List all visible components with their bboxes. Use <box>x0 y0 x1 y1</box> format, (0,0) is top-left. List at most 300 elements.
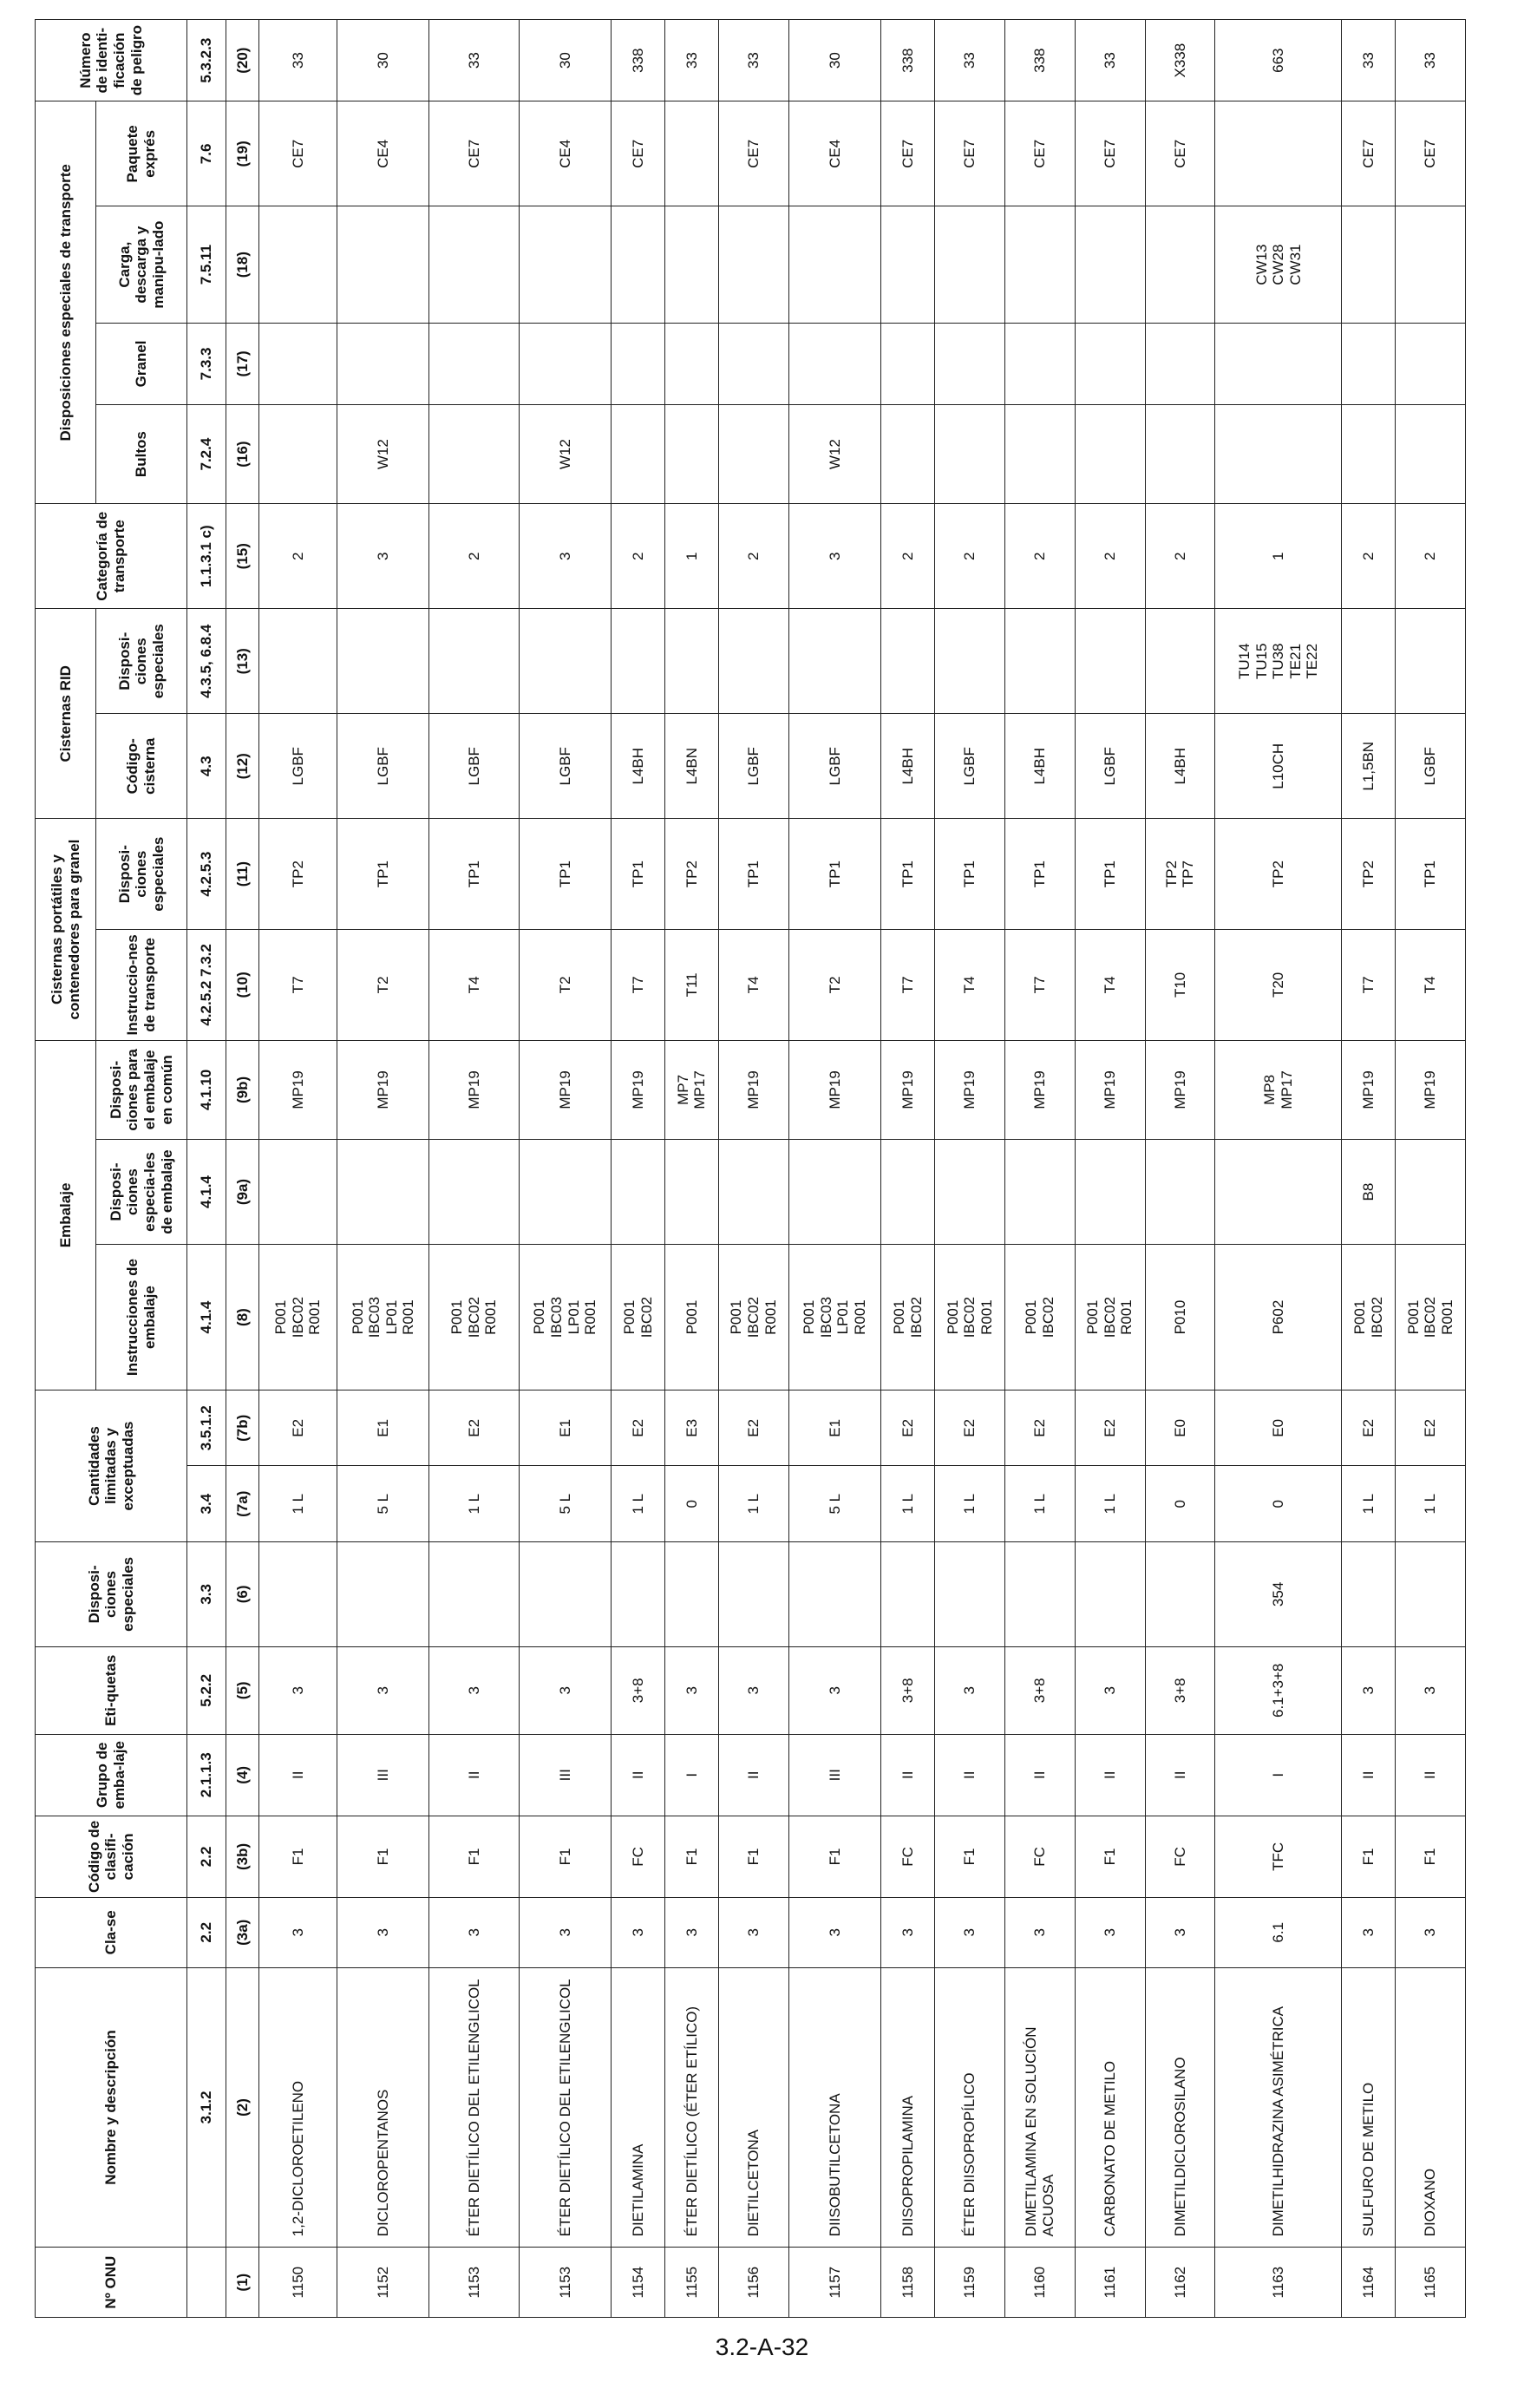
table-cell: 1 L <box>612 1466 665 1541</box>
table-cell <box>881 206 935 323</box>
table-cell: 2 <box>1396 504 1466 609</box>
table-cell: CE7 <box>1075 101 1145 206</box>
reference-cell: 4.3 <box>187 714 226 819</box>
substance-name-cell: 1,2-DICLOROETILENO <box>259 1967 337 2248</box>
page-footer: 3.2-A-32 <box>715 2333 809 2360</box>
table-cell: F1 <box>788 1816 881 1897</box>
table-cell: LGBF <box>259 714 337 819</box>
table-row <box>519 20 612 2318</box>
table-cell: 3 <box>1342 1646 1396 1734</box>
un-number-cell: 1161 <box>1075 2248 1145 2318</box>
table-cell: L4BH <box>1145 714 1215 819</box>
table-cell: 3 <box>665 1897 719 1967</box>
substance-name-cell: ÉTER DIETÍLICO DEL ETILENGLICOL <box>519 1967 612 2248</box>
table-cell: 30 <box>337 20 429 101</box>
table-cell: 0 <box>1145 1466 1215 1541</box>
table-row <box>935 20 1005 2318</box>
substance-name-cell: DIOXANO <box>1396 1967 1466 2248</box>
table-cell <box>337 1140 429 1245</box>
column-number-cell: (10) <box>226 930 259 1041</box>
table-cell <box>1075 609 1145 714</box>
table-cell: F1 <box>1396 1816 1466 1897</box>
reference-cell: 5.2.2 <box>187 1646 226 1734</box>
table-cell: CE4 <box>519 101 612 206</box>
column-number-cell: (1) <box>226 2248 259 2318</box>
header-grupo: Grupo de emba-laje <box>36 1734 187 1816</box>
table-cell: F1 <box>429 1816 519 1897</box>
header-disp-esp: Disposi-ciones especiales <box>36 1541 187 1646</box>
table-cell: 5 L <box>337 1466 429 1541</box>
header-name: Nombre y descripción <box>36 1967 187 2248</box>
table-cell <box>519 323 612 404</box>
table-cell: 3 <box>718 1646 788 1734</box>
table-cell <box>935 323 1005 404</box>
table-row <box>788 20 881 2318</box>
table-cell <box>519 206 612 323</box>
column-number-cell: (4) <box>226 1734 259 1816</box>
table-cell <box>1342 404 1396 503</box>
table-cell: P001 IBC02 <box>881 1245 935 1390</box>
header-codigo: Código de clasifi-cación <box>36 1816 187 1897</box>
table-cell: F1 <box>259 1816 337 1897</box>
table-cell: 3+8 <box>1004 1646 1075 1734</box>
un-number-cell: 1152 <box>337 2248 429 2318</box>
table-cell: 338 <box>612 20 665 101</box>
table-cell: TP1 <box>1075 819 1145 930</box>
table-cell <box>1396 404 1466 503</box>
header-clase: Cla-se <box>36 1897 187 1967</box>
un-number-cell: 1165 <box>1396 2248 1466 2318</box>
substance-name-cell: DIMETILAMINA EN SOLUCIÓN ACUOSA <box>1004 1967 1075 2248</box>
table-cell: MP19 <box>788 1040 881 1139</box>
table-cell: 1 L <box>935 1466 1005 1541</box>
table-cell <box>429 1541 519 1646</box>
table-cell: E3 <box>665 1390 719 1466</box>
table-cell <box>1145 323 1215 404</box>
table-cell: 5 L <box>519 1466 612 1541</box>
table-cell <box>1396 206 1466 323</box>
table-cell: 30 <box>519 20 612 101</box>
dangerous-goods-table <box>35 19 1466 2318</box>
table-row <box>1342 20 1396 2318</box>
table-cell: 3 <box>259 1897 337 1967</box>
table-cell <box>788 1140 881 1245</box>
table-cell <box>612 206 665 323</box>
table-row <box>1396 20 1466 2318</box>
substance-name-cell: CARBONATO DE METILO <box>1075 1967 1145 2248</box>
table-cell <box>259 323 337 404</box>
un-number-cell: 1163 <box>1215 2248 1342 2318</box>
table-cell: TP2 TP7 <box>1145 819 1215 930</box>
table-row <box>612 20 665 2318</box>
table-cell <box>788 323 881 404</box>
reference-cell: 3.5.1.2 <box>187 1390 226 1466</box>
substance-name-cell: ÉTER DIISOPROPÍLICO <box>935 1967 1005 2248</box>
table-cell: MP19 <box>337 1040 429 1139</box>
table-cell <box>612 323 665 404</box>
reference-cell: 5.3.2.3 <box>187 20 226 101</box>
table-cell <box>519 1541 612 1646</box>
table-cell: 3 <box>788 1646 881 1734</box>
table-cell <box>1075 323 1145 404</box>
table-cell <box>1145 1541 1215 1646</box>
table-cell <box>337 609 429 714</box>
header-cisternas-port: Cisternas portátiles y contenedores para granel <box>36 819 96 1040</box>
table-cell: F1 <box>1075 1816 1145 1897</box>
table-cell: P001 IBC02 <box>612 1245 665 1390</box>
table-cell: 338 <box>881 20 935 101</box>
table-cell: 3+8 <box>1145 1646 1215 1734</box>
table-cell: TP1 <box>881 819 935 930</box>
column-number-cell: (5) <box>226 1646 259 1734</box>
table-cell: TP1 <box>1004 819 1075 930</box>
table-cell <box>718 206 788 323</box>
table-cell: CE7 <box>259 101 337 206</box>
table-cell: 1 <box>665 504 719 609</box>
table-cell <box>665 609 719 714</box>
table-cell: II <box>1075 1734 1145 1816</box>
table-cell: L4BN <box>665 714 719 819</box>
table-cell: CE7 <box>1004 101 1075 206</box>
column-number-cell: (9b) <box>226 1040 259 1139</box>
table-cell <box>429 1140 519 1245</box>
reference-cell: 4.1.4 <box>187 1140 226 1245</box>
table-cell: LGBF <box>337 714 429 819</box>
table-cell: 2 <box>259 504 337 609</box>
header-cantidades: Cantidades limitadas y exceptuadas <box>36 1390 187 1542</box>
table-row <box>881 20 935 2318</box>
header-disp-esp-emb: Disposi-ciones especia-les de embalaje <box>96 1140 187 1245</box>
table-cell <box>935 609 1005 714</box>
table-cell <box>718 323 788 404</box>
substance-name-cell: DIISOPROPILAMINA <box>881 1967 935 2248</box>
table-cell: 1 L <box>1075 1466 1145 1541</box>
table-cell <box>718 609 788 714</box>
table-cell: II <box>1396 1734 1466 1816</box>
reference-cell <box>187 2248 226 2318</box>
table-cell <box>1215 1140 1342 1245</box>
table-cell: 2 <box>1342 504 1396 609</box>
table-cell: TP1 <box>788 819 881 930</box>
table-cell: 1 L <box>1004 1466 1075 1541</box>
table-cell: II <box>1145 1734 1215 1816</box>
substance-name-cell: DIETILAMINA <box>612 1967 665 2248</box>
table-cell: W12 <box>337 404 429 503</box>
table-cell: E2 <box>429 1390 519 1466</box>
table-cell: 1 <box>1215 504 1342 609</box>
column-number-cell: (18) <box>226 206 259 323</box>
column-number-cell: (13) <box>226 609 259 714</box>
table-cell <box>881 404 935 503</box>
table-cell: LGBF <box>788 714 881 819</box>
table-cell: CE7 <box>1145 101 1215 206</box>
un-number-cell: 1162 <box>1145 2248 1215 2318</box>
table-cell: CE7 <box>1396 101 1466 206</box>
table-cell <box>1004 323 1075 404</box>
table-cell: TU14 TU15 TU38 TE21 TE22 <box>1215 609 1342 714</box>
table-cell: TP1 <box>337 819 429 930</box>
table-cell <box>718 1140 788 1245</box>
table-cell: T20 <box>1215 930 1342 1041</box>
table-row <box>429 20 519 2318</box>
table-cell <box>429 206 519 323</box>
table-cell: MP19 <box>1075 1040 1145 1139</box>
table-cell: 2 <box>612 504 665 609</box>
table-row <box>1215 20 1342 2318</box>
table-cell: T10 <box>1145 930 1215 1041</box>
table-cell: MP19 <box>429 1040 519 1139</box>
table-cell: E2 <box>1004 1390 1075 1466</box>
table-cell <box>259 1541 337 1646</box>
table-cell <box>1215 404 1342 503</box>
reference-cell: 7.3.3 <box>187 323 226 404</box>
table-cell <box>1215 323 1342 404</box>
table-cell <box>718 1541 788 1646</box>
table-row <box>259 20 337 2318</box>
table-cell: T7 <box>881 930 935 1041</box>
table-cell: 3 <box>718 1897 788 1967</box>
table-cell <box>259 206 337 323</box>
table-cell: II <box>1004 1734 1075 1816</box>
table-cell: P001 IBC02 <box>1342 1245 1396 1390</box>
table-cell: TP1 <box>1396 819 1466 930</box>
table-cell <box>1396 1140 1466 1245</box>
table-cell: E1 <box>788 1390 881 1466</box>
table-cell: P001 IBC02 R001 <box>718 1245 788 1390</box>
table-cell <box>665 206 719 323</box>
table-cell <box>519 1140 612 1245</box>
table-cell <box>1004 1541 1075 1646</box>
table-cell: T4 <box>935 930 1005 1041</box>
table-cell <box>935 1541 1005 1646</box>
header-categoria: Categoría de transporte <box>36 504 187 609</box>
table-cell: FC <box>1004 1816 1075 1897</box>
column-number-cell: (17) <box>226 323 259 404</box>
table-cell: 3 <box>1396 1897 1466 1967</box>
table-cell: P001 IBC03 LP01 R001 <box>337 1245 429 1390</box>
column-number-cell: (7a) <box>226 1466 259 1541</box>
table-cell: TP2 <box>665 819 719 930</box>
table-cell: 33 <box>1342 20 1396 101</box>
header-disp-esp-port: Disposi-ciones especiales <box>96 819 187 930</box>
table-cell: 2 <box>718 504 788 609</box>
table-cell: CE4 <box>337 101 429 206</box>
table-cell <box>881 609 935 714</box>
column-number-cell: (8) <box>226 1245 259 1390</box>
table-cell: B8 <box>1342 1140 1396 1245</box>
table-cell: T11 <box>665 930 719 1041</box>
un-number-cell: 1160 <box>1004 2248 1075 2318</box>
table-cell: 3 <box>1004 1897 1075 1967</box>
table-cell <box>337 206 429 323</box>
column-number-cell: (2) <box>226 1967 259 2248</box>
column-number-cell: (7b) <box>226 1390 259 1466</box>
table-cell: CE4 <box>788 101 881 206</box>
table-cell: 1 L <box>1342 1466 1396 1541</box>
table-cell: 3 <box>788 1897 881 1967</box>
table-cell: 3 <box>337 1646 429 1734</box>
table-cell <box>788 609 881 714</box>
table-cell <box>519 609 612 714</box>
table-cell: E2 <box>1075 1390 1145 1466</box>
table-cell: 3 <box>881 1897 935 1967</box>
table-cell: P001 IBC03 LP01 R001 <box>519 1245 612 1390</box>
table-cell: 3 <box>612 1897 665 1967</box>
column-number-cell: (3b) <box>226 1816 259 1897</box>
table-cell <box>935 404 1005 503</box>
table-cell <box>1342 609 1396 714</box>
table-cell <box>1004 206 1075 323</box>
table-cell <box>612 1140 665 1245</box>
table-cell: II <box>429 1734 519 1816</box>
table-cell: 3 <box>429 1646 519 1734</box>
reference-cell: 7.5.11 <box>187 206 226 323</box>
table-rotator <box>35 19 1466 2318</box>
table-cell: 3 <box>935 1897 1005 1967</box>
table-cell: 1 L <box>1396 1466 1466 1541</box>
table-cell <box>1145 609 1215 714</box>
table-row <box>1004 20 1075 2318</box>
table-row <box>665 20 719 2318</box>
table-cell <box>1215 101 1342 206</box>
table-cell: 3 <box>1145 1897 1215 1967</box>
table-cell: P001 IBC02 R001 <box>1396 1245 1466 1390</box>
un-number-cell: 1153 <box>519 2248 612 2318</box>
table-cell: 3 <box>259 1646 337 1734</box>
table-cell: CE7 <box>1342 101 1396 206</box>
un-number-cell: 1158 <box>881 2248 935 2318</box>
table-cell: LGBF <box>1396 714 1466 819</box>
header-bultos: Bultos <box>96 404 187 503</box>
table-cell: TP1 <box>718 819 788 930</box>
table-cell: 33 <box>665 20 719 101</box>
table-cell <box>337 1541 429 1646</box>
table-cell: X338 <box>1145 20 1215 101</box>
table-cell: 3 <box>788 504 881 609</box>
table-row <box>718 20 788 2318</box>
column-number-cell: (11) <box>226 819 259 930</box>
un-number-cell: 1155 <box>665 2248 719 2318</box>
header-granel: Granel <box>96 323 187 404</box>
table-cell: T4 <box>429 930 519 1041</box>
table-cell <box>935 1140 1005 1245</box>
table-cell: III <box>337 1734 429 1816</box>
table-cell: III <box>519 1734 612 1816</box>
table-cell <box>1075 1541 1145 1646</box>
table-cell: P602 <box>1215 1245 1342 1390</box>
table-cell <box>665 1541 719 1646</box>
table-cell: I <box>1215 1734 1342 1816</box>
header-numero-peligro: Número de identi-ficación de peligro <box>36 20 187 101</box>
substance-name-cell: ÉTER DIETÍLICO DEL ETILENGLICOL <box>429 1967 519 2248</box>
table-cell: 30 <box>788 20 881 101</box>
table-cell <box>612 404 665 503</box>
table-cell: 663 <box>1215 20 1342 101</box>
reference-cell: 4.2.5.2 7.3.2 <box>187 930 226 1041</box>
table-cell <box>788 206 881 323</box>
table-cell: 3 <box>519 504 612 609</box>
table-cell <box>429 323 519 404</box>
table-cell: F1 <box>718 1816 788 1897</box>
table-cell: 3 <box>1342 1897 1396 1967</box>
table-cell: 3 <box>1075 1897 1145 1967</box>
table-row <box>337 20 429 2318</box>
table-cell: LGBF <box>519 714 612 819</box>
table-cell: CE7 <box>429 101 519 206</box>
table-cell: I <box>665 1734 719 1816</box>
table-cell: 33 <box>429 20 519 101</box>
header-carga: Carga, descarga y manipu-lado <box>96 206 187 323</box>
reference-cell: 4.3.5, 6.8.4 <box>187 609 226 714</box>
table-cell: L4BH <box>1004 714 1075 819</box>
table-cell <box>665 1140 719 1245</box>
column-number-cell: (16) <box>226 404 259 503</box>
table-cell <box>612 1541 665 1646</box>
table-cell <box>1342 323 1396 404</box>
table-cell <box>665 323 719 404</box>
substance-name-cell: DIMETILHIDRAZINA ASIMÉTRICA <box>1215 1967 1342 2248</box>
header-disp-transp: Disposiciones especiales de transporte <box>36 101 96 504</box>
table-cell: CE7 <box>718 101 788 206</box>
table-cell <box>1396 1541 1466 1646</box>
table-cell: II <box>935 1734 1005 1816</box>
table-cell: TP2 <box>259 819 337 930</box>
un-number-cell: 1157 <box>788 2248 881 2318</box>
reference-cell: 2.1.1.3 <box>187 1734 226 1816</box>
header-disp-esp-rid: Disposi-ciones especiales <box>96 609 187 714</box>
header-instr-transp: Instruccio-nes de transporte <box>96 930 187 1041</box>
table-cell: MP8 MP17 <box>1215 1040 1342 1139</box>
table-cell: F1 <box>337 1816 429 1897</box>
table-cell: CW13 CW28 CW31 <box>1215 206 1342 323</box>
table-cell: L4BH <box>881 714 935 819</box>
table-cell <box>881 1140 935 1245</box>
header-codigo-cisterna: Código-cisterna <box>96 714 187 819</box>
table-cell: MP19 <box>718 1040 788 1139</box>
table-cell: 354 <box>1215 1541 1342 1646</box>
table-cell: 3 <box>519 1897 612 1967</box>
table-cell: E2 <box>1396 1390 1466 1466</box>
table-cell: CE7 <box>935 101 1005 206</box>
header-disp-emb-comun: Disposi-ciones para el embalaje en común <box>96 1040 187 1139</box>
table-cell: P001 IBC02 R001 <box>1075 1245 1145 1390</box>
table-cell: TP1 <box>612 819 665 930</box>
table-cell: E2 <box>1342 1390 1396 1466</box>
table-cell: F1 <box>935 1816 1005 1897</box>
reference-cell: 4.2.5.3 <box>187 819 226 930</box>
table-cell: T2 <box>788 930 881 1041</box>
table-cell <box>1342 206 1396 323</box>
table-cell: P001 IBC02 R001 <box>935 1245 1005 1390</box>
table-cell: FC <box>881 1816 935 1897</box>
table-cell: 2 <box>1075 504 1145 609</box>
table-cell: MP19 <box>1145 1040 1215 1139</box>
un-number-cell: 1154 <box>612 2248 665 2318</box>
un-number-cell: 1164 <box>1342 2248 1396 2318</box>
table-cell: P001 IBC03 LP01 R001 <box>788 1245 881 1390</box>
table-cell <box>881 323 935 404</box>
table-cell <box>1396 609 1466 714</box>
table-cell: 3 <box>1396 1646 1466 1734</box>
table-cell: TP1 <box>429 819 519 930</box>
table-cell: TP1 <box>519 819 612 930</box>
table-cell: T7 <box>1342 930 1396 1041</box>
table-cell: 3 <box>1075 1646 1145 1734</box>
reference-cell: 3.4 <box>187 1466 226 1541</box>
reference-cell: 1.1.3.1 c) <box>187 504 226 609</box>
table-cell: P001 IBC02 R001 <box>429 1245 519 1390</box>
table-cell <box>259 404 337 503</box>
